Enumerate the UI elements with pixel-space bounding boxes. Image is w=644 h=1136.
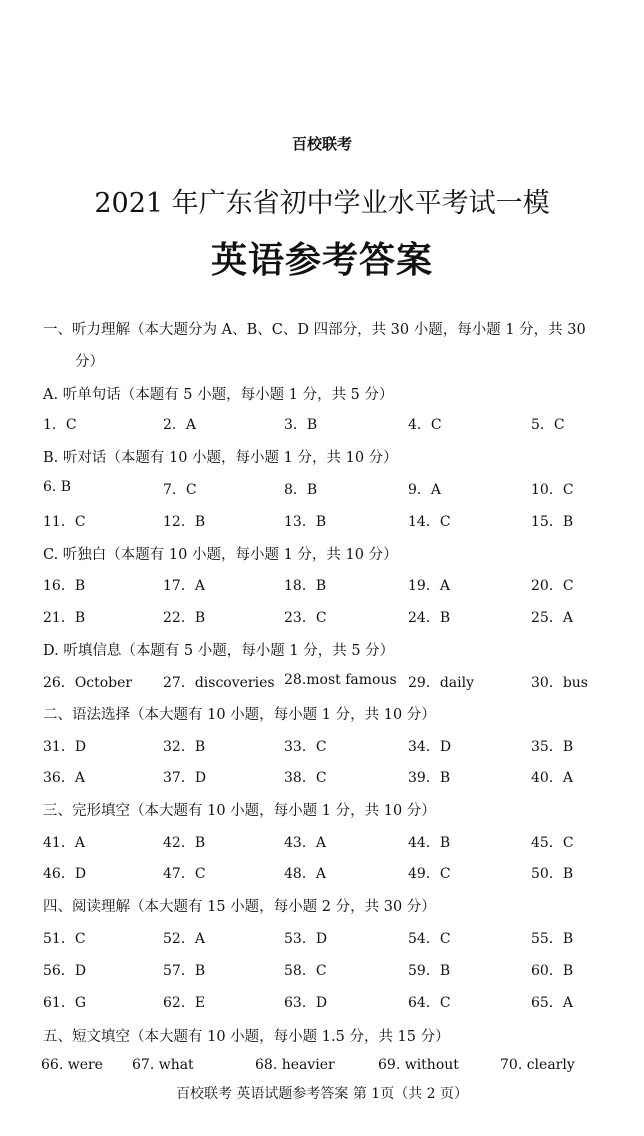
section-heading: 四、阅读理解（本大题有 15 小题，每小题 2 分，共 30 分） bbox=[43, 899, 436, 915]
answer-item: 14．C bbox=[408, 514, 451, 530]
answer-item: 38．C bbox=[284, 770, 327, 786]
answer-item: 47．C bbox=[163, 866, 206, 882]
page-footer: 百校联考 英语试题参考答案 第 1页（共 2 页） bbox=[175, 1086, 469, 1102]
answer-item: 17．A bbox=[163, 578, 205, 594]
answer-item: 23．C bbox=[284, 610, 327, 626]
answer-item: 65．A bbox=[531, 995, 573, 1011]
answer-item: 39．B bbox=[408, 770, 451, 786]
answer-item: 22．B bbox=[163, 610, 206, 626]
answer-item: 34．D bbox=[408, 739, 452, 755]
answer-item: 7．C bbox=[163, 482, 197, 498]
answer-item: 51．C bbox=[43, 931, 86, 947]
answer-item: 66. were bbox=[41, 1057, 103, 1073]
answer-item: 44．B bbox=[408, 835, 451, 851]
answer-item: 26．October bbox=[43, 675, 133, 691]
answer-item: 37．D bbox=[163, 770, 207, 786]
answer-item: 16．B bbox=[43, 578, 86, 594]
section-heading: 三、完形填空（本大题有 10 小题，每小题 1 分，共 10 分） bbox=[43, 803, 436, 819]
answer-item: 41．A bbox=[43, 835, 85, 851]
section-heading: 二、语法选择（本大题有 10 小题，每小题 1 分，共 10 分） bbox=[43, 707, 436, 723]
answer-item: 58．C bbox=[284, 963, 327, 979]
answer-item: 56．D bbox=[43, 963, 87, 979]
answer-item: 33．C bbox=[284, 739, 327, 755]
answer-item: 49．C bbox=[408, 866, 451, 882]
answer-item: 43．A bbox=[284, 835, 326, 851]
answer-item: 52．A bbox=[163, 931, 205, 947]
answer-item: 18．B bbox=[284, 578, 327, 594]
answer-item: 42．B bbox=[163, 835, 206, 851]
answer-item: 64．C bbox=[408, 995, 451, 1011]
answer-item: 27．discoveries bbox=[163, 675, 275, 691]
section-heading: D. 听填信息（本题有 5 小题，每小题 1 分，共 5 分） bbox=[43, 643, 395, 659]
answer-item: 36．A bbox=[43, 770, 85, 786]
answer-item: 59．B bbox=[408, 963, 451, 979]
answer-item: 15．B bbox=[531, 514, 574, 530]
section-heading-continuation: 分） bbox=[75, 354, 104, 370]
answer-item: 5．C bbox=[531, 417, 565, 433]
answer-item: 11．C bbox=[43, 514, 86, 530]
answer-item: 12．B bbox=[163, 514, 206, 530]
answer-item: 4．C bbox=[408, 417, 442, 433]
answer-item: 62．E bbox=[163, 995, 206, 1011]
answer-item: 55．B bbox=[531, 931, 574, 947]
answer-item: 10．C bbox=[531, 482, 574, 498]
answer-item: 53．D bbox=[284, 931, 328, 947]
answer-item: 63．D bbox=[284, 995, 328, 1011]
section-heading: C. 听独白（本题有 10 小题，每小题 1 分，共 10 分） bbox=[43, 547, 398, 563]
section-heading: 一、听力理解（本大题分为 A、B、C、D 四部分，共 30 小题，每小题 1 分，共 30 bbox=[43, 322, 586, 338]
answer-item: 3．B bbox=[284, 417, 318, 433]
section-heading: B. 听对话（本题有 10 小题，每小题 1 分，共 10 分） bbox=[43, 450, 398, 466]
answer-item: 6. B bbox=[43, 479, 72, 495]
answer-item: 57．B bbox=[163, 963, 206, 979]
answer-item: 8．B bbox=[284, 482, 318, 498]
answer-item: 19．A bbox=[408, 578, 450, 594]
answer-item: 20．C bbox=[531, 578, 574, 594]
answer-item: 30．bus bbox=[531, 675, 588, 691]
answer-item: 67. what bbox=[132, 1057, 194, 1073]
answer-item: 54．C bbox=[408, 931, 451, 947]
answer-item: 1．C bbox=[43, 417, 77, 433]
answer-item: 35．B bbox=[531, 739, 574, 755]
answer-item: 46．D bbox=[43, 866, 87, 882]
answer-item: 32．B bbox=[163, 739, 206, 755]
answer-item: 50．B bbox=[531, 866, 574, 882]
document-subtitle: 英语参考答案 bbox=[210, 239, 433, 281]
section-heading: 五、短文填空（本大题有 10 小题，每小题 1.5 分，共 15 分） bbox=[43, 1029, 450, 1045]
answer-item: 2．A bbox=[163, 417, 197, 433]
answer-item: 13．B bbox=[284, 514, 327, 530]
answer-item: 28.most famous bbox=[284, 672, 397, 688]
answer-item: 45．C bbox=[531, 835, 574, 851]
answer-item: 31．D bbox=[43, 739, 87, 755]
section-heading: A. 听单句话（本题有 5 小题，每小题 1 分，共 5 分） bbox=[43, 387, 394, 403]
answer-item: 21．B bbox=[43, 610, 86, 626]
answer-item: 70. clearly bbox=[500, 1057, 575, 1073]
answer-item: 61．G bbox=[43, 995, 86, 1011]
exam-title: 2021 年广东省初中学业水平考试一模 bbox=[94, 188, 550, 219]
answer-item: 68. heavier bbox=[255, 1057, 335, 1073]
answer-item: 24．B bbox=[408, 610, 451, 626]
answer-item: 69. without bbox=[378, 1057, 459, 1073]
answer-item: 25．A bbox=[531, 610, 573, 626]
answer-item: 29．daily bbox=[408, 675, 474, 691]
organization-label: 百校联考 bbox=[291, 135, 352, 153]
answer-item: 48．A bbox=[284, 866, 326, 882]
answer-item: 9．A bbox=[408, 482, 442, 498]
answer-item: 60．B bbox=[531, 963, 574, 979]
answer-item: 40．A bbox=[531, 770, 573, 786]
